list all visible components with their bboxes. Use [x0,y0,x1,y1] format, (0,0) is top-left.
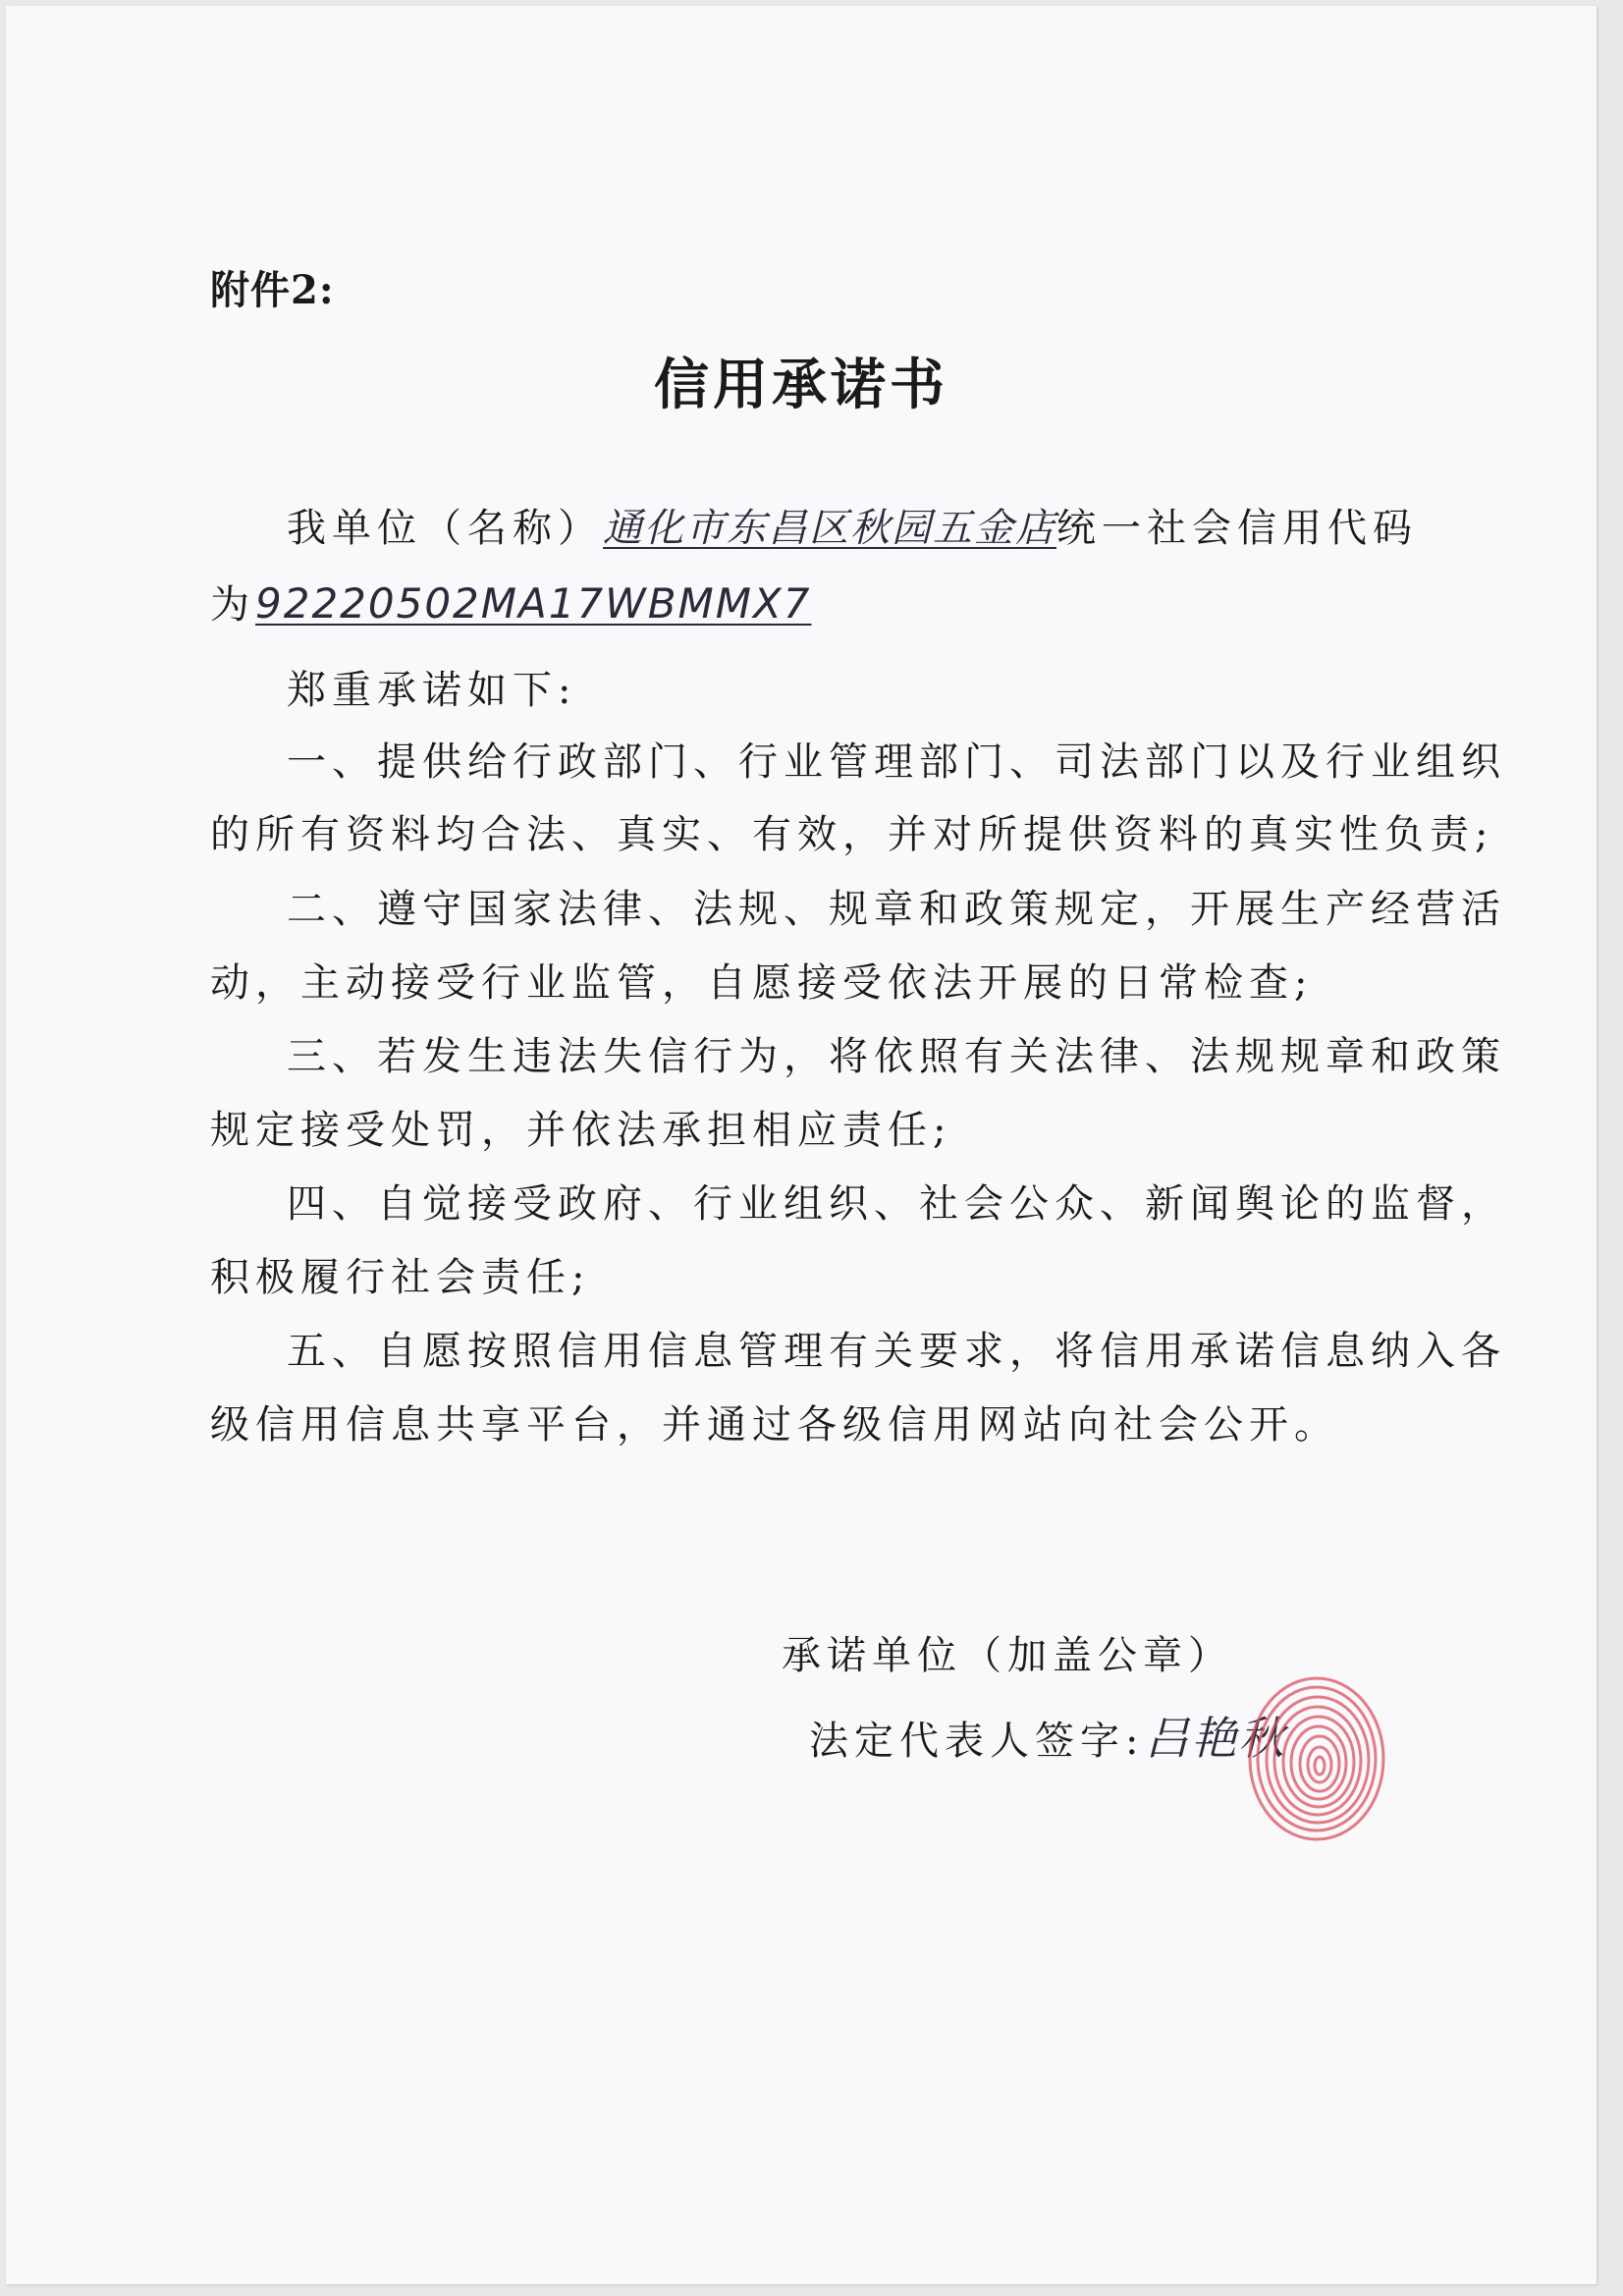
clause-line: 级信用信息共享平台，并通过各级信用网站向社会公开。 [210,1402,1339,1448]
clause-line: 一、提供给行政部门、行业管理部门、司法部门以及行业组织 [287,739,1506,785]
document-title: 信用承诺书 [654,353,948,417]
clause-line: 二、遵守国家法律、法规、规章和政策规定，开展生产经营活 [287,887,1506,932]
commitment-unit-label: 承诺单位（加盖公章） [782,1633,1233,1678]
company-name-handwritten: 通化市东昌区秋园五金店 [603,506,1056,551]
clause-line: 的所有资料均合法、真实、有效，并对所提供资料的真实性负责; [210,812,1494,857]
clause-line: 动，主动接受行业监管，自愿接受依法开展的日常检查; [210,960,1314,1006]
legal-rep-label: 法定代表人签字: [809,1719,1145,1764]
document-page [6,6,1596,2284]
clause-line: 四、自觉接受政府、行业组织、社会公众、新闻舆论的监督， [287,1181,1506,1227]
clause-line: 积极履行社会责任; [210,1255,591,1300]
promise-intro: 郑重承诺如下: [287,668,577,713]
clause-line: 三、若发生违法失信行为，将依照有关法律、法规规章和政策 [287,1034,1506,1079]
attachment-label: 附件2: [210,267,335,313]
credit-code-handwritten: 92220502MA17WBMMX7 [255,579,812,628]
fingerprint-icon [1243,1666,1390,1842]
code-prefix: 为 [210,582,255,628]
clause-line: 五、自愿按照信用信息管理有关要求，将信用承诺信息纳入各 [287,1329,1506,1374]
legal-rep-line [809,1703,1285,1768]
intro-suffix: 统一社会信用代码 [1056,506,1418,551]
intro-prefix: 我单位（名称） [287,506,603,551]
clause-line: 规定接受处罚，并依法承担相应责任; [210,1108,952,1153]
intro-line-1 [287,497,1418,553]
signature-handwritten: 吕艳秋 [1144,1712,1286,1765]
intro-line-2 [210,574,812,629]
